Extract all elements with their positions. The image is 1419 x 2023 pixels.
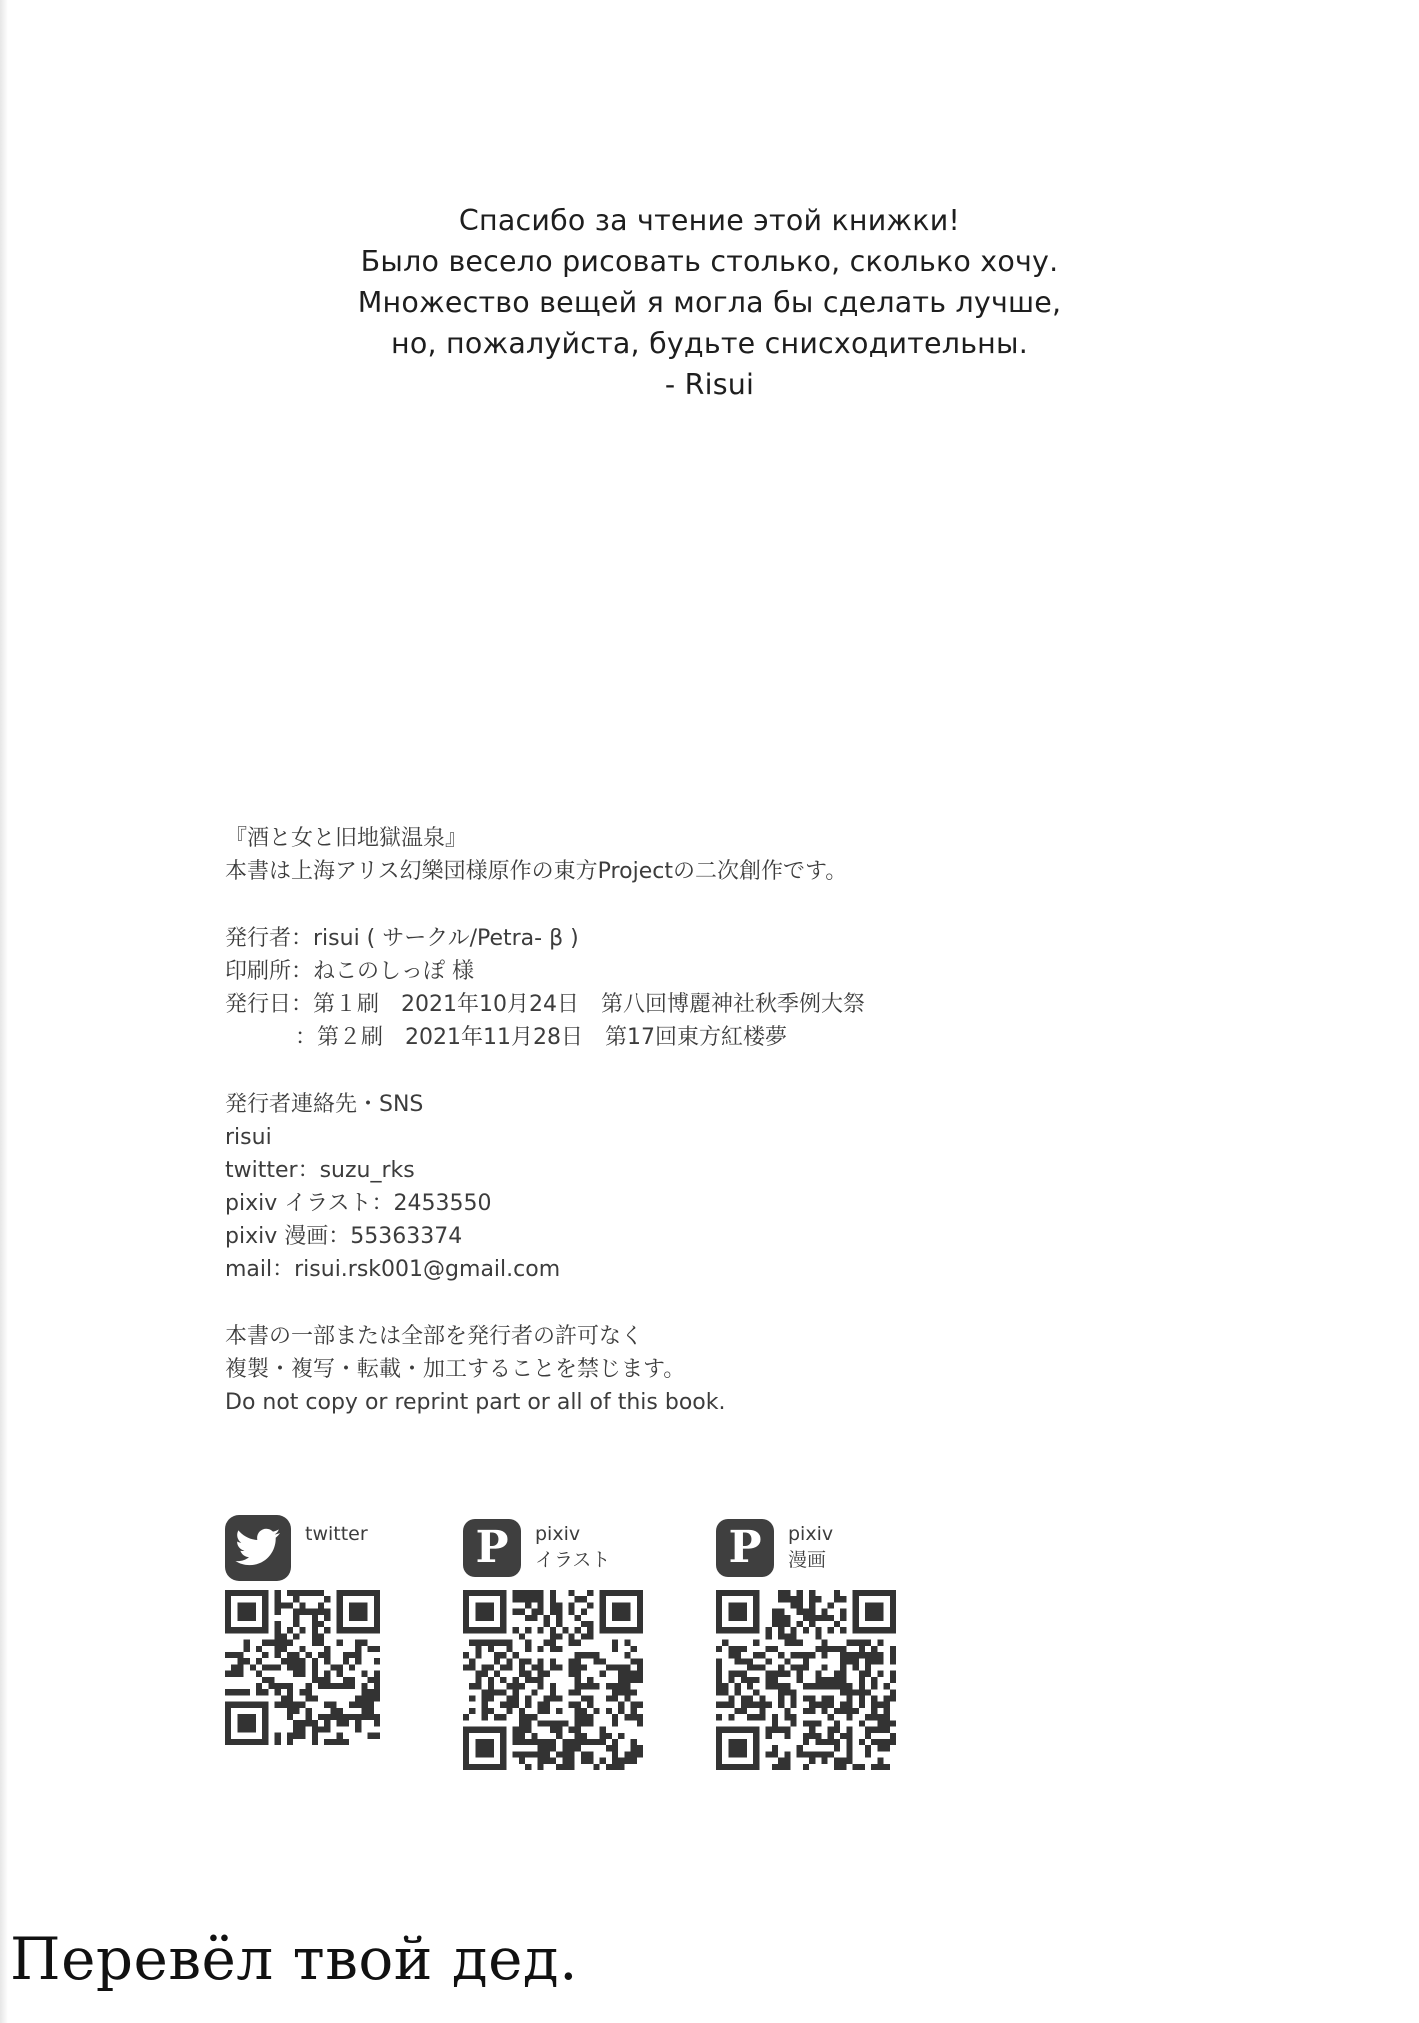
pixiv-illust-label-2: イラスト: [535, 1549, 611, 1571]
pixiv-manga-qr-code: [716, 1590, 896, 1770]
notice-line-3: Do not copy or reprint part or all of this book.: [225, 1390, 726, 1415]
twitter-qr-code: [225, 1590, 380, 1745]
pixiv-illust-qr-block: [463, 1515, 643, 1770]
second-print-event: 第17回東方紅楼夢: [605, 1025, 787, 1050]
pixiv-manga-label-2: 漫画: [788, 1549, 827, 1571]
pixiv-manga-line: pixiv 漫画：55363374: [225, 1224, 463, 1249]
pixiv-logo-letter: P: [728, 1522, 762, 1573]
twitter-qr-block: [225, 1515, 380, 1745]
second-print-date: 2021年11月28日: [405, 1025, 583, 1050]
first-print-event: 第八回博麗神社秋季例大祭: [601, 992, 866, 1017]
twitter-line: twitter：suzu_rks: [225, 1158, 415, 1183]
first-print-label: 発行日：第１刷: [225, 992, 380, 1017]
twitter-logo-icon: [225, 1515, 291, 1581]
pixiv-logo-icon: [463, 1519, 521, 1577]
notice-line-2: 複製・複写・転載・加工することを禁じます。: [225, 1357, 686, 1382]
colophon: [225, 822, 865, 1419]
pixiv-logo-letter: P: [475, 1522, 509, 1573]
author-name: risui: [225, 1125, 272, 1150]
pixiv-illust-line: pixiv イラスト：2453550: [225, 1191, 492, 1216]
twitter-qr-label: twitter: [305, 1523, 368, 1545]
pixiv-illust-qr-code: [463, 1590, 643, 1770]
thanks-line-4: но, пожалуйста, будьте снисходительны.: [391, 327, 1028, 360]
second-print-label: ：第２刷: [295, 1025, 384, 1050]
thanks-signature: - Risui: [664, 368, 755, 401]
thanks-message: [0, 200, 1419, 405]
pixiv-manga-qr-block: [716, 1515, 896, 1770]
book-title: 『酒と女と旧地獄温泉』: [225, 826, 468, 851]
thanks-line-2: Было весело рисовать столько, сколько хочу.: [360, 245, 1059, 278]
first-print-date: 2021年10月24日: [401, 992, 579, 1017]
second-print-line: [225, 1021, 865, 1054]
pixiv-manga-label-1: pixiv: [788, 1523, 834, 1545]
pixiv-illust-label-1: pixiv: [535, 1523, 581, 1545]
translator-credit: Перевёл твой дед.: [10, 1925, 579, 1993]
mail-line: mail：risui.rsk001@gmail.com: [225, 1257, 561, 1282]
printer-line: 印刷所：ねこのしっぽ 様: [225, 959, 474, 984]
first-print-line: [225, 988, 865, 1021]
pixiv-logo-icon: [716, 1519, 774, 1577]
notice-line-1: 本書の一部または全部を発行者の許可なく: [225, 1324, 644, 1349]
book-description: 本書は上海アリス幻樂団様原作の東方Projectの二次創作です。: [225, 859, 848, 884]
thanks-line-3: Множество вещей я могла бы сделать лучше,: [357, 286, 1062, 319]
thanks-line-1: Спасибо за чтение этой книжки!: [458, 204, 961, 237]
publisher-line: 発行者：risui ( サークル/Petra- β ): [225, 926, 579, 951]
contact-header: 発行者連絡先・SNS: [225, 1092, 424, 1117]
